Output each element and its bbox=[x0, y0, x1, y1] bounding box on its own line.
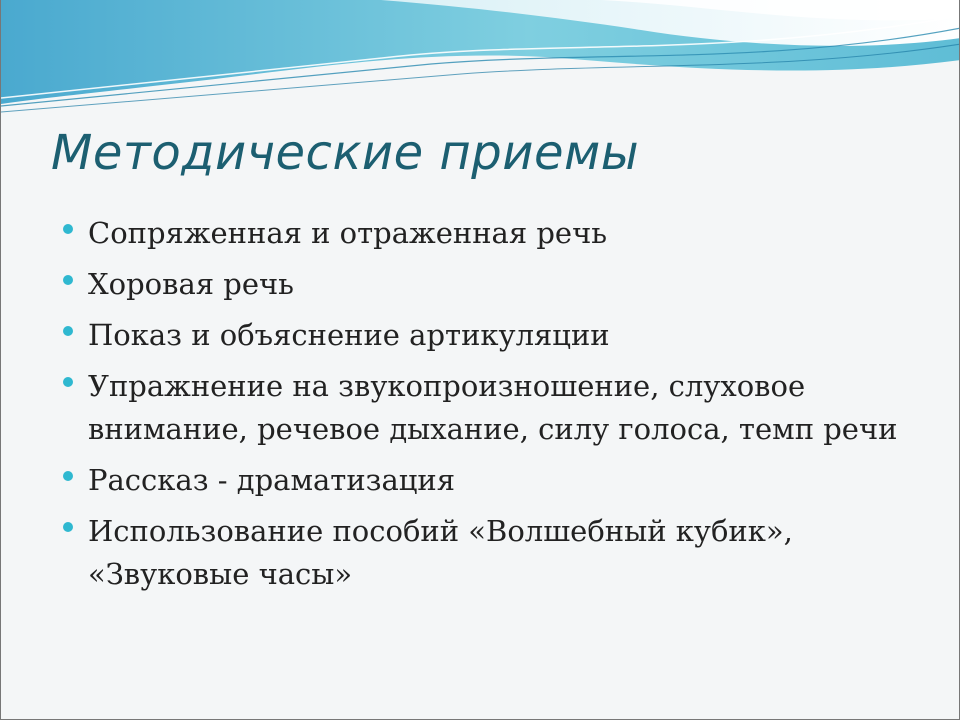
bullet-item bbox=[63, 314, 923, 357]
bullet-dot-icon bbox=[63, 377, 73, 387]
bullet-list bbox=[63, 212, 923, 604]
slide-title: Методические приемы bbox=[51, 125, 640, 181]
bullet-text: Рассказ - драматизация bbox=[88, 463, 456, 497]
bullet-dot-icon bbox=[63, 275, 73, 285]
bullet-item bbox=[63, 263, 923, 306]
bullet-item bbox=[63, 365, 923, 451]
bullet-dot-icon bbox=[63, 326, 73, 336]
bullet-dot-icon bbox=[63, 471, 73, 481]
bullet-dot-icon bbox=[63, 522, 73, 532]
bullet-text: Хоровая речь bbox=[88, 267, 294, 301]
bullet-text: Сопряженная и отраженная речь bbox=[88, 216, 608, 250]
bullet-item bbox=[63, 510, 923, 596]
bullet-item bbox=[63, 212, 923, 255]
bullet-dot-icon bbox=[63, 224, 73, 234]
bullet-text: Упражнение на звукопроизношение, слуховое внимание, речевое дыхание, силу голоса, темп речи bbox=[88, 369, 898, 446]
bullet-item bbox=[63, 459, 923, 502]
bullet-text: Использование пособий «Волшебный кубик», «Звуковые часы» bbox=[88, 514, 793, 591]
wave-header-decoration bbox=[1, 0, 960, 120]
bullet-text: Показ и объяснение артикуляции bbox=[88, 318, 610, 352]
